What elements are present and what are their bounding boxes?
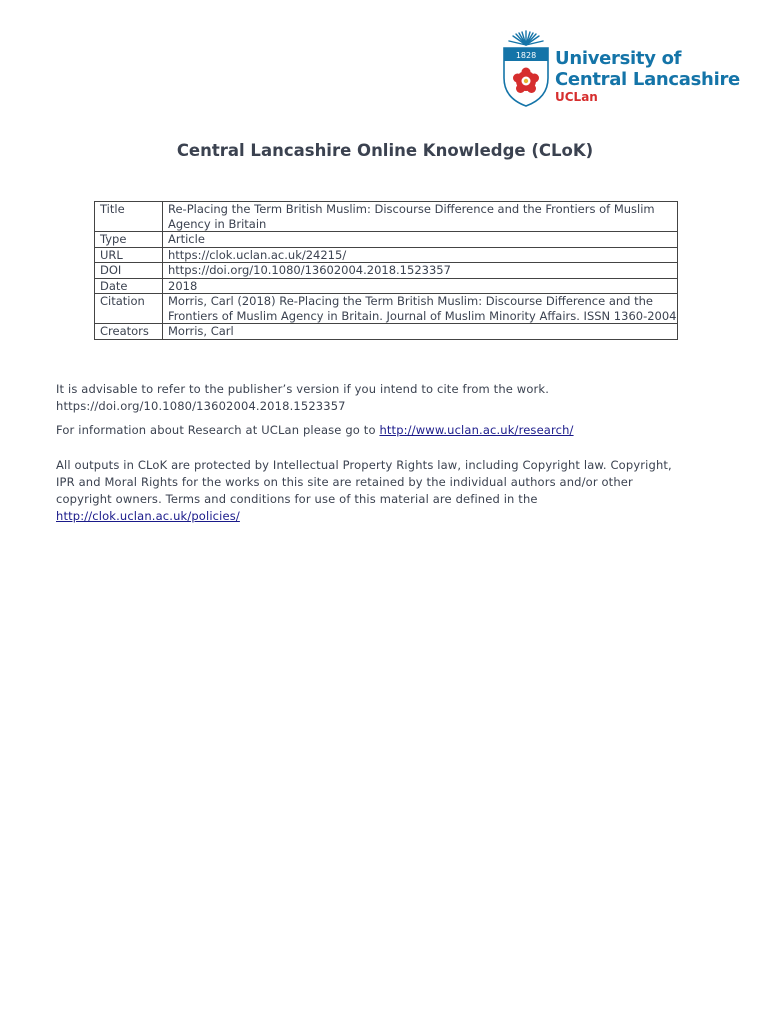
logo-central-lancashire: Central Lancashire (555, 69, 740, 90)
logo-uclan: UCLan (555, 90, 598, 104)
svg-text:1828: 1828 (515, 51, 537, 60)
page-title: Central Lancashire Online Knowledge (CLoK) (176, 141, 594, 160)
crest-icon (500, 30, 552, 110)
metadata-value: Re-Placing the Term British Muslim: Discourse Difference and the Frontiers of Muslim Agency in Britain (163, 202, 678, 232)
metadata-value: https://doi.org/10.1080/13602004.2018.1523357 (163, 263, 678, 279)
logo-university-of: University of (555, 48, 682, 69)
university-logo (500, 30, 745, 110)
metadata-value: Article (163, 232, 678, 248)
metadata-value: Morris, Carl (163, 324, 678, 340)
metadata-value: Morris, Carl (2018) Re-Placing the Term British Muslim: Discourse Difference and the Frontiers of Muslim Agency in Britain. Journal of Muslim Minority Affairs. ISSN 1360-2004 (163, 294, 678, 324)
advisory-note (56, 381, 696, 415)
metadata-key: Title (95, 202, 163, 232)
metadata-key: Type (95, 232, 163, 248)
table-row (95, 278, 678, 294)
metadata-table (94, 201, 678, 340)
metadata-key: URL (95, 247, 163, 263)
research-link[interactable]: http://www.uclan.ac.uk/research/ (379, 423, 574, 437)
advisory-doi: https://doi.org/10.1080/13602004.2018.1523357 (56, 399, 346, 413)
metadata-key: Date (95, 278, 163, 294)
policies-link[interactable]: http://clok.uclan.ac.uk/policies/ (56, 509, 240, 523)
table-row (95, 202, 678, 232)
table-row (95, 247, 678, 263)
table-row (95, 263, 678, 279)
rights-statement (56, 457, 681, 525)
research-info (56, 422, 696, 439)
metadata-value: 2018 (163, 278, 678, 294)
table-row (95, 232, 678, 248)
metadata-key: Creators (95, 324, 163, 340)
advisory-text: It is advisable to refer to the publisher’s version if you intend to cite from the work. (56, 382, 550, 396)
metadata-key: Citation (95, 294, 163, 324)
table-row (95, 324, 678, 340)
research-info-text: For information about Research at UCLan please go to (56, 423, 380, 437)
table-row (95, 294, 678, 324)
rights-text: All outputs in CLoK are protected by Intellectual Property Rights law, including Copyright law. Copyright, IPR and Moral Rights for the works on this site are retained by the individual authors and/or other copyright owners. Terms and conditions for use of this material are defined in the (56, 458, 672, 506)
metadata-key: DOI (95, 263, 163, 279)
metadata-value: https://clok.uclan.ac.uk/24215/ (163, 247, 678, 263)
